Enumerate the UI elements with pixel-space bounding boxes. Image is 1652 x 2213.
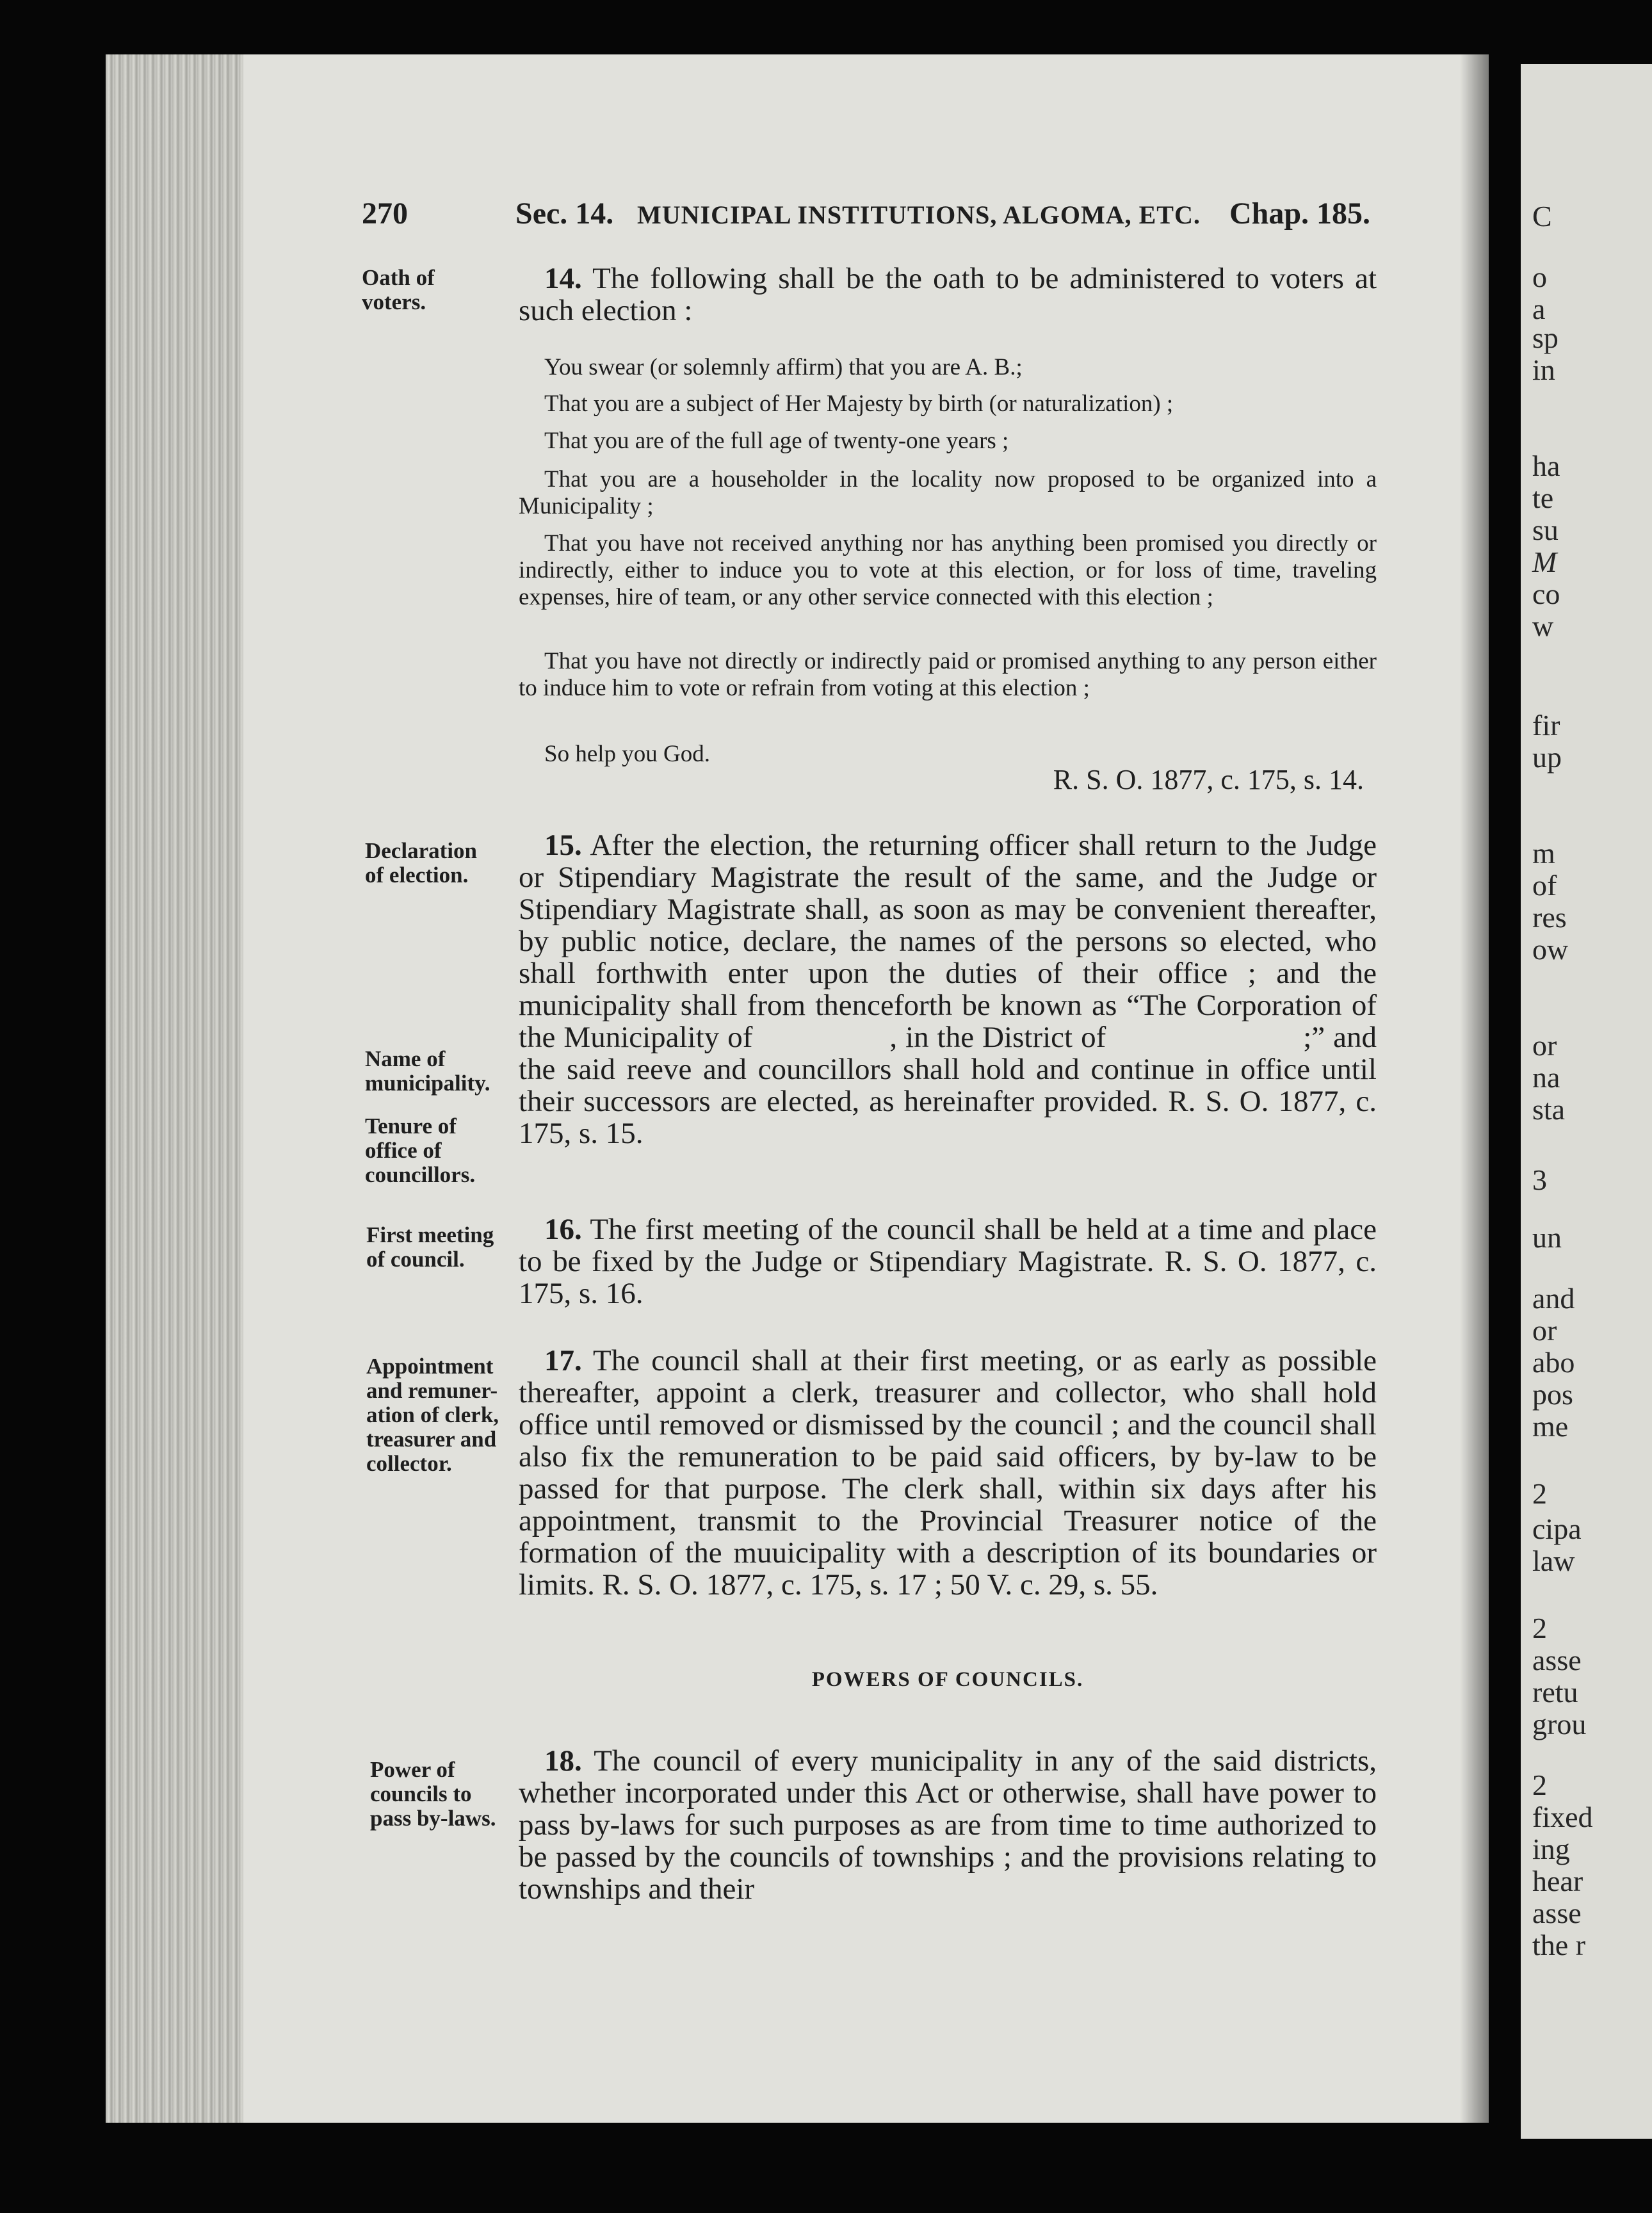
margin-note-oath [362,266,528,314]
neighbor-fragment: retu [1532,1676,1578,1708]
neighbor-fragment: abo [1532,1346,1575,1379]
section-text: After the election, the returning officer shall return to the Judge or Stipendiary Magistrate the result of the same, and the Judge or Stipendiary Magistrate shall, as soon as may be convenient thereafter, by public notice, declare, the names of the persons so elected, who shall forthwith enter upon the duties of their office ; and the municipality shall from thenceforth be known as “The Corporation of the Municipality of , in the District of ;” and the said reeve and councillors shall hold and continue in office until their successors are elected, as hereinafter provided. R. S. O. 1877, c. 175, s. 15. [519,829,1377,1150]
section-15 [519,829,1377,1149]
oath-line: That you are a subject of Her Majesty by birth (or naturalization) ; [544,391,1174,417]
gutter-shadow [1460,54,1489,2123]
chapter-ref: Chap. 185. [1229,197,1371,231]
section-14 [519,263,1377,327]
section-text: The first meeting of the council shall be held at a time and place to be fixed by the Judge or Stipendiary Magistrate. R. S. O. 1877, c. 175, s. 16. [519,1213,1377,1310]
neighbor-fragment: o [1532,261,1547,293]
section-17 [519,1345,1377,1601]
section-16 [519,1213,1377,1309]
margin-note-line: of council. [366,1247,465,1272]
neighbor-fragment: ing [1532,1833,1570,1865]
neighbor-fragment: or [1532,1314,1557,1347]
citation: R. S. O. 1877, c. 175, s. 14. [1053,764,1364,795]
margin-note-line: and remuner- [366,1378,498,1403]
neighbor-fragment: res [1532,901,1567,934]
margin-note-line: ation of clerk, [366,1402,499,1427]
neighbor-fragment: fir [1532,709,1560,742]
margin-note-line: treasurer and [366,1427,497,1452]
margin-note-line: Oath of [362,265,435,290]
margin-note-line: Power of [370,1757,455,1782]
neighbor-fragment: pos [1532,1378,1573,1411]
section-number: 18. [544,1744,582,1778]
neighbor-fragment: ow [1532,933,1569,966]
oath-line: So help you God. [544,741,710,767]
margin-note-declaration [365,839,531,888]
margin-note-line: Appointment [366,1354,494,1379]
neighbor-fragment: ha [1532,450,1560,482]
neighbor-fragment: up [1532,741,1562,774]
margin-note-line: voters. [362,289,426,314]
oath-line: That you have not received anything nor has anything been promised you directly or indirectly, either to induce you to vote at this election, or for loss of time, traveling expenses, hire of team, or any other service connected with this election ; [519,530,1377,610]
margin-note-line: office of [365,1138,442,1163]
powers-heading: POWERS OF COUNCILS. [811,1668,1084,1691]
neighbor-fragment: co [1532,578,1560,610]
neighbor-fragment: 3 [1532,1163,1547,1196]
section-text: The following shall be the oath to be administered to voters at such election : [519,262,1377,327]
neighbor-fragment: M [1532,546,1557,578]
section-text: The council of every municipality in any of the said districts, whether incorporated under this Act or otherwise, shall have power to pass by-laws for such purposes as are from time to time authorized to be passed by the councils of townships ; and the provisions relating to townships and their [519,1744,1377,1906]
margin-note-line: collector. [366,1451,452,1476]
neighbor-fragment: in [1532,353,1555,386]
oath-line: That you are of the full age of twenty-one years ; [544,428,1009,454]
margin-note-line: Tenure of [365,1114,457,1139]
page-number: 270 [362,197,408,231]
margin-note-line: Declaration [365,838,477,863]
section-text: The council shall at their first meeting, or as early as possible thereafter, appoint a clerk, treasurer and collector, who shall hold office until removed or dismissed by the council ; and the council shall also fix the remuneration to be paid said officers, by by-law to be passed for that purpose. The clerk shall, within six days after his appointment, transmit to the Provincial Treasurer notice of the formation of the muuicipality with a description of its boundaries or limits. R. S. O. 1877, c. 175, s. 17 ; 50 V. c. 29, s. 55. [519,1344,1377,1601]
neighbor-fragment: fixed [1532,1801,1593,1833]
neighbor-fragment: the r [1532,1929,1586,1961]
section-number: 16. [544,1213,582,1246]
neighbor-fragment: m [1532,837,1555,870]
neighbor-fragment: 2 [1532,1477,1547,1510]
section-18 [519,1745,1377,1905]
neighbor-fragment: a [1532,293,1546,325]
margin-note-line: First meeting [366,1222,494,1247]
margin-note-line: councils to [370,1781,472,1806]
neighbor-fragment: of [1532,869,1557,902]
neighbor-fragment: 2 [1532,1612,1547,1644]
margin-note-line: Name of [365,1046,446,1071]
neighbor-fragment: sta [1532,1093,1566,1126]
margin-note-name [365,1047,531,1096]
neighbor-fragment: law [1532,1544,1575,1577]
margin-note-line: pass by-laws. [370,1806,496,1831]
adjacent-page [1521,64,1652,2139]
section-ref: Sec. 14. [515,197,614,231]
neighbor-fragment: asse [1532,1644,1582,1676]
neighbor-fragment: su [1532,514,1559,546]
neighbor-fragment: asse [1532,1897,1582,1929]
neighbor-fragment: hear [1532,1865,1583,1897]
margin-note-first-meeting [366,1223,533,1272]
neighbor-fragment: C [1532,200,1552,232]
section-number: 14. [544,262,582,295]
neighbor-fragment: cipa [1532,1512,1582,1545]
margin-note-appointment [366,1354,533,1476]
neighbor-fragment: me [1532,1410,1569,1443]
page-stack-edge [106,54,243,2123]
oath-line: That you have not directly or indirectly paid or promised anything to any person either to induce him to vote or refrain from voting at this election ; [519,648,1377,701]
margin-note-line: councillors. [365,1162,476,1187]
oath-line: You swear (or solemnly affirm) that you are A. B.; [544,354,1023,380]
neighbor-fragment: and [1532,1282,1575,1315]
neighbor-fragment: or [1532,1029,1557,1062]
neighbor-fragment: 2 [1532,1769,1547,1801]
margin-note-line: municipality. [365,1071,490,1096]
margin-note-tenure [365,1114,531,1187]
neighbor-fragment: sp [1532,321,1559,354]
oath-line: That you are a householder in the locality now proposed to be organized into a Municipality ; [519,466,1377,519]
neighbor-fragment: grou [1532,1708,1587,1740]
margin-note-power [370,1758,537,1831]
section-number: 17. [544,1344,582,1377]
section-number: 15. [544,829,582,862]
running-title: MUNICIPAL INSTITUTIONS, ALGOMA, ETC. [637,200,1201,229]
neighbor-fragment: na [1532,1061,1560,1094]
neighbor-fragment: te [1532,482,1554,514]
neighbor-fragment: w [1532,610,1554,642]
margin-note-line: of election. [365,863,469,888]
neighbor-fragment: un [1532,1221,1562,1254]
